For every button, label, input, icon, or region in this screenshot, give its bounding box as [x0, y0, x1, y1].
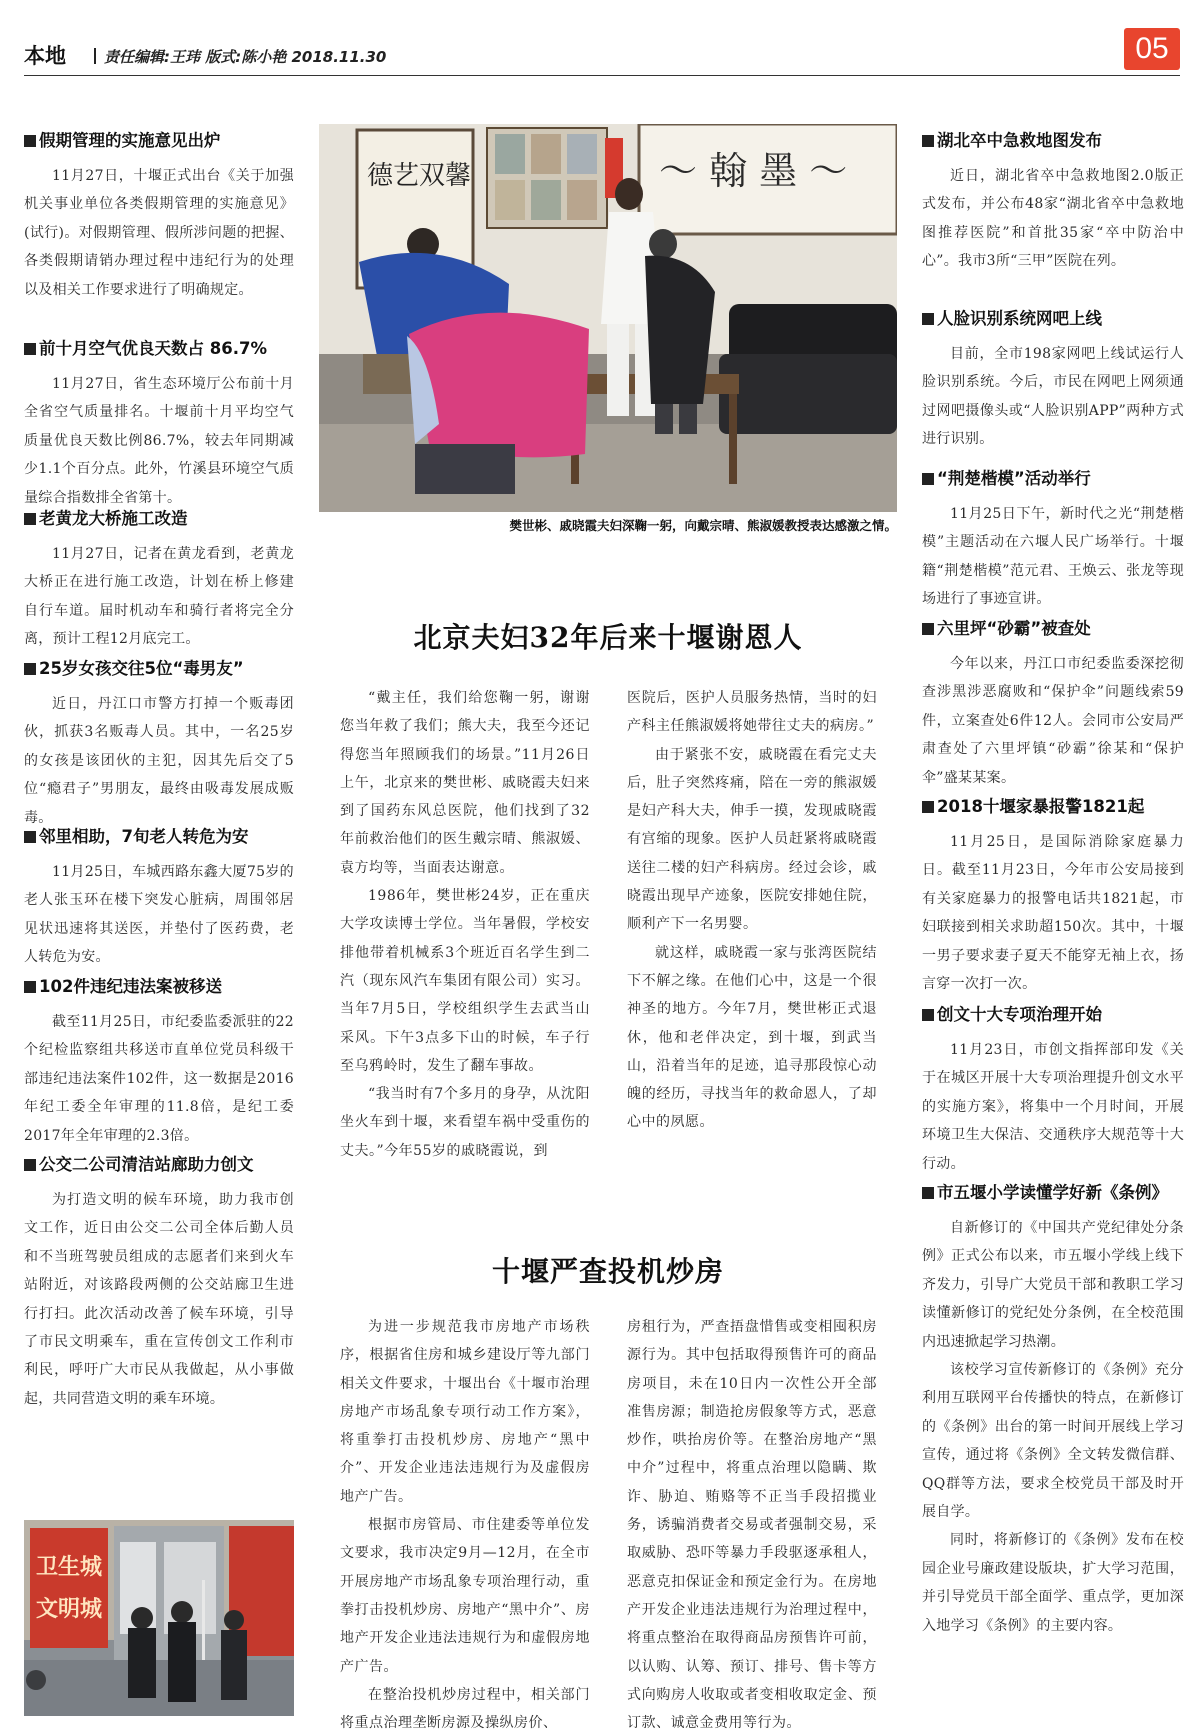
brief-item	[24, 1154, 294, 1413]
brief-body: 11月27日，省生态环境厅公布前十月全省空气质量排名。十堰前十月平均空气质量优良天数比例86.7%，较去年同期减少1.1个百分点。此外，竹溪县环境空气质量综合指数排全省第十。	[24, 376, 294, 506]
brief-item	[922, 1182, 1184, 1640]
wall-calligraphy-icon: 〜 翰 墨 〜	[659, 149, 848, 193]
brief-item	[922, 618, 1184, 796]
square-bullet-icon	[922, 1009, 934, 1021]
divider	[94, 48, 96, 64]
brief-title: 老黄龙大桥施工改造	[39, 509, 188, 528]
page-header	[24, 26, 1180, 76]
main-news-photo	[319, 124, 897, 512]
article-column	[340, 1313, 590, 1732]
paragraph: 由于紧张不安，戚晓霞在看完丈夫后，肚子突然疼痛，陪在一旁的熊淑媛是妇产科大夫，伸手一摸，发现戚晓霞有宫缩的现象。医护人员赶紧将戚晓霞送往二楼的妇产科病房。经过会诊，戚晓霞出现早产迹象，医院安排她住院，顺利产下一名男婴。	[627, 746, 877, 933]
brief-item	[24, 508, 294, 658]
brief-item	[922, 1004, 1184, 1182]
brief-item	[922, 796, 1184, 1004]
brief-body: 11月27日，十堰正式出台《关于加强机关事业单位各类假期管理的实施意见》(试行)。对假期管理、假所涉问题的把握、各类假期请销办理过程中违纪行为的处理以及相关工作要求进行了明确规定。	[24, 168, 294, 298]
square-bullet-icon	[922, 1187, 934, 1199]
brief-title: 市五堰小学读懂学好新《条例》	[937, 1183, 1168, 1202]
paragraph: 房租行为，严查捂盘惜售或变相囤积房源行为。其中包括取得预售许可的商品房项目，未在10日内一次性公开全部准售房源；制造抢房假象等方式，恶意炒作，哄抬房价等。在整治房地产“黑中介”过程中，将重点治理以隐瞒、欺诈、胁迫、贿赂等不正当手段招揽业务，诱骗消费者交易或者强制交易，采取威胁、恐吓等暴力手段驱逐承租人，恶意克扣保证金和预定金行为。在房地产开发企业违法违规行为治理过程中，将重点整治在取得商品房预售许可前，以认购、认筹、预订、排号、售卡等方式向购房人收取或者变相收取定金、预订款、诚意金费用等行为。	[627, 1319, 877, 1732]
sign-text: 卫生城	[36, 1555, 103, 1580]
square-bullet-icon	[24, 343, 36, 355]
page-number-badge: 05	[1124, 28, 1180, 70]
left-briefs-column	[24, 130, 294, 1413]
paragraph: 医院后，医护人员服务热情，当时的妇产科主任熊淑媛将她带往丈夫的病房。”	[627, 690, 877, 735]
square-bullet-icon	[24, 831, 36, 843]
brief-title: 假期管理的实施意见出炉	[39, 131, 221, 150]
article-column	[627, 1313, 877, 1732]
brief-body: 11月25日，车城西路东鑫大厦75岁的老人张玉环在楼下突发心脏病，周围邻居见状迅速将其送医，并垫付了医药费，老人转危为安。	[24, 864, 294, 966]
paragraph: 根据市房管局、市住建委等单位发文要求，我市决定9月—12月，在全市开展房地产市场乱象专项治理行动，重拳打击投机炒房、房地产“黑中介”、房地产开发企业违法违规行为和虚假房地产广告。	[340, 1517, 590, 1675]
brief-item	[24, 338, 294, 508]
square-bullet-icon	[24, 1159, 36, 1171]
brief-body: 自新修订的《中国共产党纪律处分条例》正式公布以来，市五堰小学线上线下齐发力，引导广大党员干部和教职工学习读懂新修订的党纪处分条例，在全校范围内迅速掀起学习热潮。	[922, 1220, 1184, 1350]
brief-title: 2018十堰家暴报警1821起	[937, 797, 1145, 816]
square-bullet-icon	[922, 135, 934, 147]
brief-body: 同时，将新修订的《条例》发布在校园企业号廉政建设版块，扩大学习范围，并引导党员干部全面学、重点学，更加深入地学习《条例》的主要内容。	[922, 1532, 1184, 1634]
bowing-couple-illustration	[319, 124, 897, 512]
brief-item	[922, 468, 1184, 618]
right-briefs-column	[922, 130, 1184, 1640]
brief-body: 为打造文明的候车环境，助力我市创文工作，近日由公交二公司全体后勤人员和不当班驾驶员组成的志愿者们来到火车站附近，对该路段两侧的公交站廊卫生进行打扫。此次活动改善了候车环境，引导了市民文明乘车，重在宣传创文工作利市利民，呼吁广大市民从我做起，从小事做起，共同营造文明的乘车环境。	[24, 1192, 294, 1407]
article-column	[627, 684, 877, 1137]
bus-station-photo	[24, 1520, 294, 1716]
brief-title: 湖北卒中急救地图发布	[937, 131, 1102, 150]
brief-body: 11月25日下午，新时代之光“荆楚楷模”主题活动在六堰人民广场举行。十堰籍“荆楚楷模”范元君、王焕云、张龙等现场进行了事迹宣讲。	[922, 506, 1184, 608]
square-bullet-icon	[922, 473, 934, 485]
article-headline: 十堰严查投机炒房	[491, 1255, 724, 1288]
brief-title: 创文十大专项治理开始	[937, 1005, 1102, 1024]
article-headline: 北京夫妇32年后来十堰谢恩人	[413, 621, 803, 654]
square-bullet-icon	[24, 135, 36, 147]
calligraphy-text: 德艺双馨	[367, 161, 472, 191]
brief-body: 截至11月25日，市纪委监委派驻的22个纪检监察组共移送市直单位党员科级干部违纪违法案件102件，这一数据是2016年纪工委全年审理的11.8倍，是纪工委2017年全年审理的2.3倍。	[24, 1014, 294, 1144]
brief-item	[24, 976, 294, 1154]
paragraph: 就这样，戚晓霞一家与张湾医院结下不解之缘。在他们心中，这是一个很神圣的地方。今年7月，樊世彬正式退休，他和老伴决定，到十堰，到武当山，沿着当年的足迹，追寻那段惊心动魄的经历，寻找当年的救命恩人，了却心中的夙愿。	[627, 944, 877, 1131]
brief-title: 公交二公司清洁站廊助力创文	[39, 1155, 254, 1174]
brief-title: 邻里相助，7旬老人转危为安	[39, 827, 249, 846]
brief-body: 11月27日，记者在黄龙看到，老黄龙大桥正在进行施工改造，计划在桥上修建自行车道。届时机动车和骑行者将完全分离，预计工程12月底完工。	[24, 546, 294, 648]
brief-title: 前十月空气优良天数占 86.7%	[39, 339, 267, 358]
brief-item	[24, 130, 294, 338]
paragraph: 在整治投机炒房过程中，相关部门将重点治理垄断房源及操纵房价、	[340, 1686, 590, 1732]
brief-body: 该校学习宣传新修订的《条例》充分利用互联网平台传播快的特点，在新修订的《条例》出台的第一时间开展线上学习宣传，通过将《条例》全文转发微信群、QQ群等方法，要求全校党员干部及时开展自学。	[922, 1362, 1184, 1521]
article-column	[340, 684, 590, 1165]
editor-meta: 责任编辑:王玮 版式:陈小艳 2018.11.30	[104, 48, 387, 66]
brief-title: “荆楚楷模”活动举行	[937, 469, 1091, 488]
brief-body: 11月23日，市创文指挥部印发《关于在城区开展十大专项治理提升创文水平的实施方案》，将集中一个月时间，开展环境卫生大保洁、交通秩序大规范等十大行动。	[922, 1042, 1184, 1172]
brief-title: 102件违纪违法案被移送	[39, 977, 222, 996]
square-bullet-icon	[922, 801, 934, 813]
brief-item	[922, 308, 1184, 468]
bus-station-illustration	[24, 1520, 294, 1716]
brief-item	[24, 658, 294, 826]
paragraph: 1986年，樊世彬24岁，正在重庆大学攻读博士学位。当年暑假，学校安排他带着机械系3个班近百名学生到二汽（现东风汽车集团有限公司）实习。当年7月5日，学校组织学生去武当山采风。下午3点多下山的时候，车子行至乌鸦岭时，发生了翻车事故。	[340, 888, 590, 1074]
brief-body: 近日，湖北省卒中急救地图2.0版正式发布，并公布48家“湖北省卒中急救地图推荐医院”和首批35家“卒中防治中心”。我市3所“三甲”医院在列。	[922, 168, 1184, 270]
photo-caption: 樊世彬、戚晓霞夫妇深鞠一躬，向戴宗晴、熊淑媛教授表达感激之情。	[509, 518, 897, 533]
square-bullet-icon	[24, 981, 36, 993]
brief-body: 目前，全市198家网吧上线试运行人脸识别系统。今后，市民在网吧上网须通过网吧摄像头或“人脸识别APP”两种方式进行识别。	[922, 346, 1184, 448]
square-bullet-icon	[24, 663, 36, 675]
brief-item	[922, 130, 1184, 308]
square-bullet-icon	[922, 623, 934, 635]
square-bullet-icon	[922, 313, 934, 325]
brief-body: 11月25日，是国际消除家庭暴力日。截至11月23日，今年市公安局接到有关家庭暴力的报警电话共1821起，市妇联接到相关求助超150次。其中，十堰一男子要求妻子夏天不能穿无袖上衣，扬言穿一次打一次。	[922, 834, 1184, 993]
brief-title: 人脸识别系统网吧上线	[937, 309, 1102, 328]
section-name: 本地	[24, 44, 66, 68]
paragraph: “我当时有7个多月的身孕，从沈阳坐火车到十堰，来看望车祸中受重伤的丈夫。”今年55岁的戚晓霞说，到	[340, 1086, 590, 1159]
paragraph: 为进一步规范我市房地产市场秩序，根据省住房和城乡建设厅等九部门相关文件要求，十堰出台《十堰市治理房地产市场乱象专项行动工作方案》，将重拳打击投机炒房、房地产“黑中介”、开发企业违法违规行为及虚假房地产广告。	[340, 1319, 590, 1505]
brief-item	[24, 826, 294, 976]
brief-title: 25岁女孩交往5位“毒男友”	[39, 659, 244, 678]
brief-body: 近日，丹江口市警方打掉一个贩毒团伙，抓获3名贩毒人员。其中，一名25岁的女孩是该团伙的主犯，因其先后交了5位“瘾君子”男朋友，最终由吸毒发展成贩毒。	[24, 696, 294, 826]
brief-title: 六里坪“砂霸”被查处	[937, 619, 1091, 638]
sign-text: 文明城	[36, 1597, 103, 1622]
square-bullet-icon	[24, 513, 36, 525]
brief-body: 今年以来，丹江口市纪委监委深挖彻查涉黑涉恶腐败和“保护伞”问题线索59件，立案查处6件12人。会同市公安局严肃查处了六里坪镇“砂霸”徐某和“保护伞”盛某某案。	[922, 656, 1184, 786]
paragraph: “戴主任，我们给您鞠一躬，谢谢您当年救了我们；熊大夫，我至今还记得您当年照顾我们的场景。”11月26日上午，北京来的樊世彬、戚晓霞夫妇来到了国药东风总医院，他们找到了32年前救治他们的医生戴宗晴、熊淑媛、袁方均等，当面表达谢意。	[340, 690, 590, 876]
